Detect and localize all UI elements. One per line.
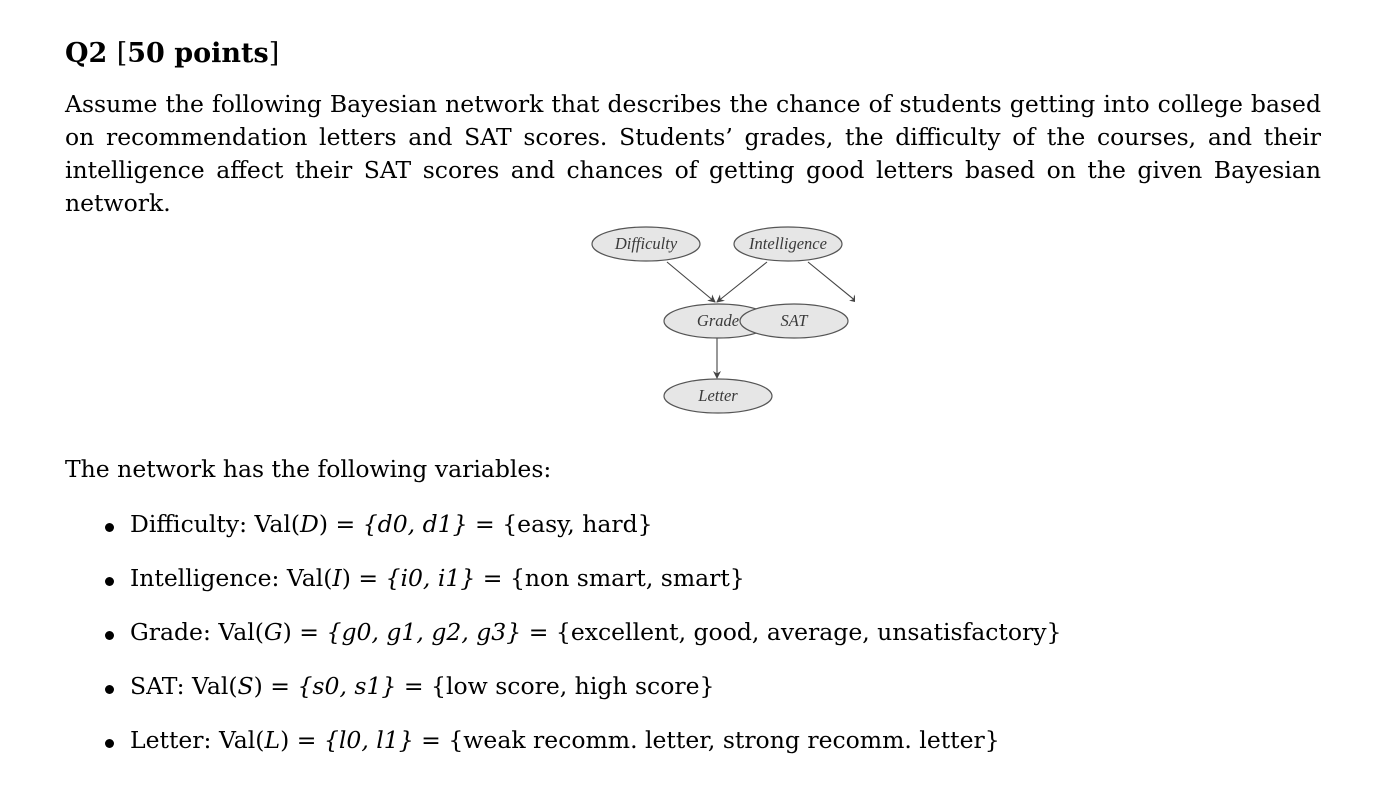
node-sat-svg bbox=[739, 302, 851, 342]
val-prefix: Val( bbox=[218, 618, 264, 646]
node-intelligence-label: Intelligence bbox=[749, 234, 827, 253]
points-open-bracket: [ bbox=[116, 38, 128, 69]
node-grade-label: Grade bbox=[696, 311, 740, 330]
variable-name: Difficulty: bbox=[130, 510, 248, 538]
variable-name: Letter: bbox=[130, 726, 212, 754]
variable-item-sat bbox=[105, 672, 1061, 726]
variable-meanings: {low score, high score} bbox=[431, 672, 715, 700]
equals-sign: = bbox=[421, 726, 441, 754]
bullet-icon bbox=[105, 523, 114, 532]
val-suffix: ) = bbox=[341, 564, 379, 592]
variable-name: Intelligence: bbox=[130, 564, 280, 592]
variable-values: {d0, d1} bbox=[362, 510, 468, 538]
variable-values: {s0, s1} bbox=[297, 672, 397, 700]
node-intelligence bbox=[734, 227, 842, 261]
variables-intro: The network has the following variables: bbox=[65, 455, 552, 483]
val-suffix: ) = bbox=[253, 672, 290, 700]
equals-sign: = bbox=[482, 564, 503, 592]
variable-symbol: L bbox=[264, 726, 281, 754]
val-prefix: Val( bbox=[218, 726, 265, 754]
variable-item-letter bbox=[105, 726, 1061, 780]
bullet-icon bbox=[105, 685, 114, 694]
variable-item-intelligence bbox=[105, 564, 1061, 618]
val-prefix: Val( bbox=[192, 672, 238, 700]
question-label: Q2 bbox=[65, 38, 108, 69]
variables-list bbox=[105, 510, 1061, 780]
variable-meanings: {weak recomm. letter, strong recomm. letter} bbox=[448, 726, 1000, 754]
node-sat-label: SAT bbox=[780, 311, 808, 330]
variable-meanings: {easy, hard} bbox=[502, 510, 653, 538]
node-letter bbox=[664, 379, 772, 413]
question-points: 50 points bbox=[127, 38, 269, 69]
bullet-icon bbox=[105, 739, 114, 748]
variable-values: {l0, l1} bbox=[323, 726, 414, 754]
equals-sign: = bbox=[528, 618, 549, 646]
node-difficulty-label: Difficulty bbox=[614, 234, 678, 253]
intro-paragraph: Assume the following Bayesian network that describes the chance of students getting into college based on recommendation letters and SAT scores. Students’ grades, the difficulty of the courses, and their intelligence affect their SAT scores and chances of getting good letters based on the given Bayesian network. bbox=[65, 90, 1321, 217]
equals-sign: = bbox=[403, 672, 424, 700]
variable-meanings: {non smart, smart} bbox=[509, 564, 745, 592]
variable-values: {g0, g1, g2, g3} bbox=[326, 618, 522, 646]
variable-symbol: D bbox=[300, 510, 319, 538]
node-letter-label: Letter bbox=[698, 386, 738, 405]
val-suffix: ) = bbox=[280, 726, 317, 754]
points-close-bracket: ] bbox=[268, 38, 280, 69]
variable-name: Grade: bbox=[130, 618, 211, 646]
variable-item-grade bbox=[105, 618, 1061, 672]
edge-intelligence-grade bbox=[717, 262, 767, 302]
variable-symbol: S bbox=[237, 672, 254, 700]
variable-values: {i0, i1} bbox=[385, 564, 476, 592]
variable-symbol: G bbox=[263, 618, 283, 646]
val-suffix: ) = bbox=[282, 618, 320, 646]
variable-meanings: {excellent, good, average, unsatisfactory} bbox=[555, 618, 1062, 646]
equals-sign: = bbox=[475, 510, 495, 538]
bullet-icon bbox=[105, 577, 114, 586]
node-difficulty bbox=[592, 227, 700, 261]
variable-item-difficulty bbox=[105, 510, 1061, 564]
val-suffix: ) = bbox=[318, 510, 356, 538]
variable-symbol: I bbox=[332, 564, 342, 592]
variable-name: SAT: bbox=[130, 672, 185, 700]
edge-difficulty-grade bbox=[667, 262, 715, 302]
node-sat-wrapper bbox=[739, 302, 851, 342]
bullet-icon bbox=[105, 631, 114, 640]
val-prefix: Val( bbox=[254, 510, 301, 538]
edge-intelligence-sat bbox=[808, 262, 855, 302]
val-prefix: Val( bbox=[286, 564, 333, 592]
question-title bbox=[65, 38, 279, 69]
